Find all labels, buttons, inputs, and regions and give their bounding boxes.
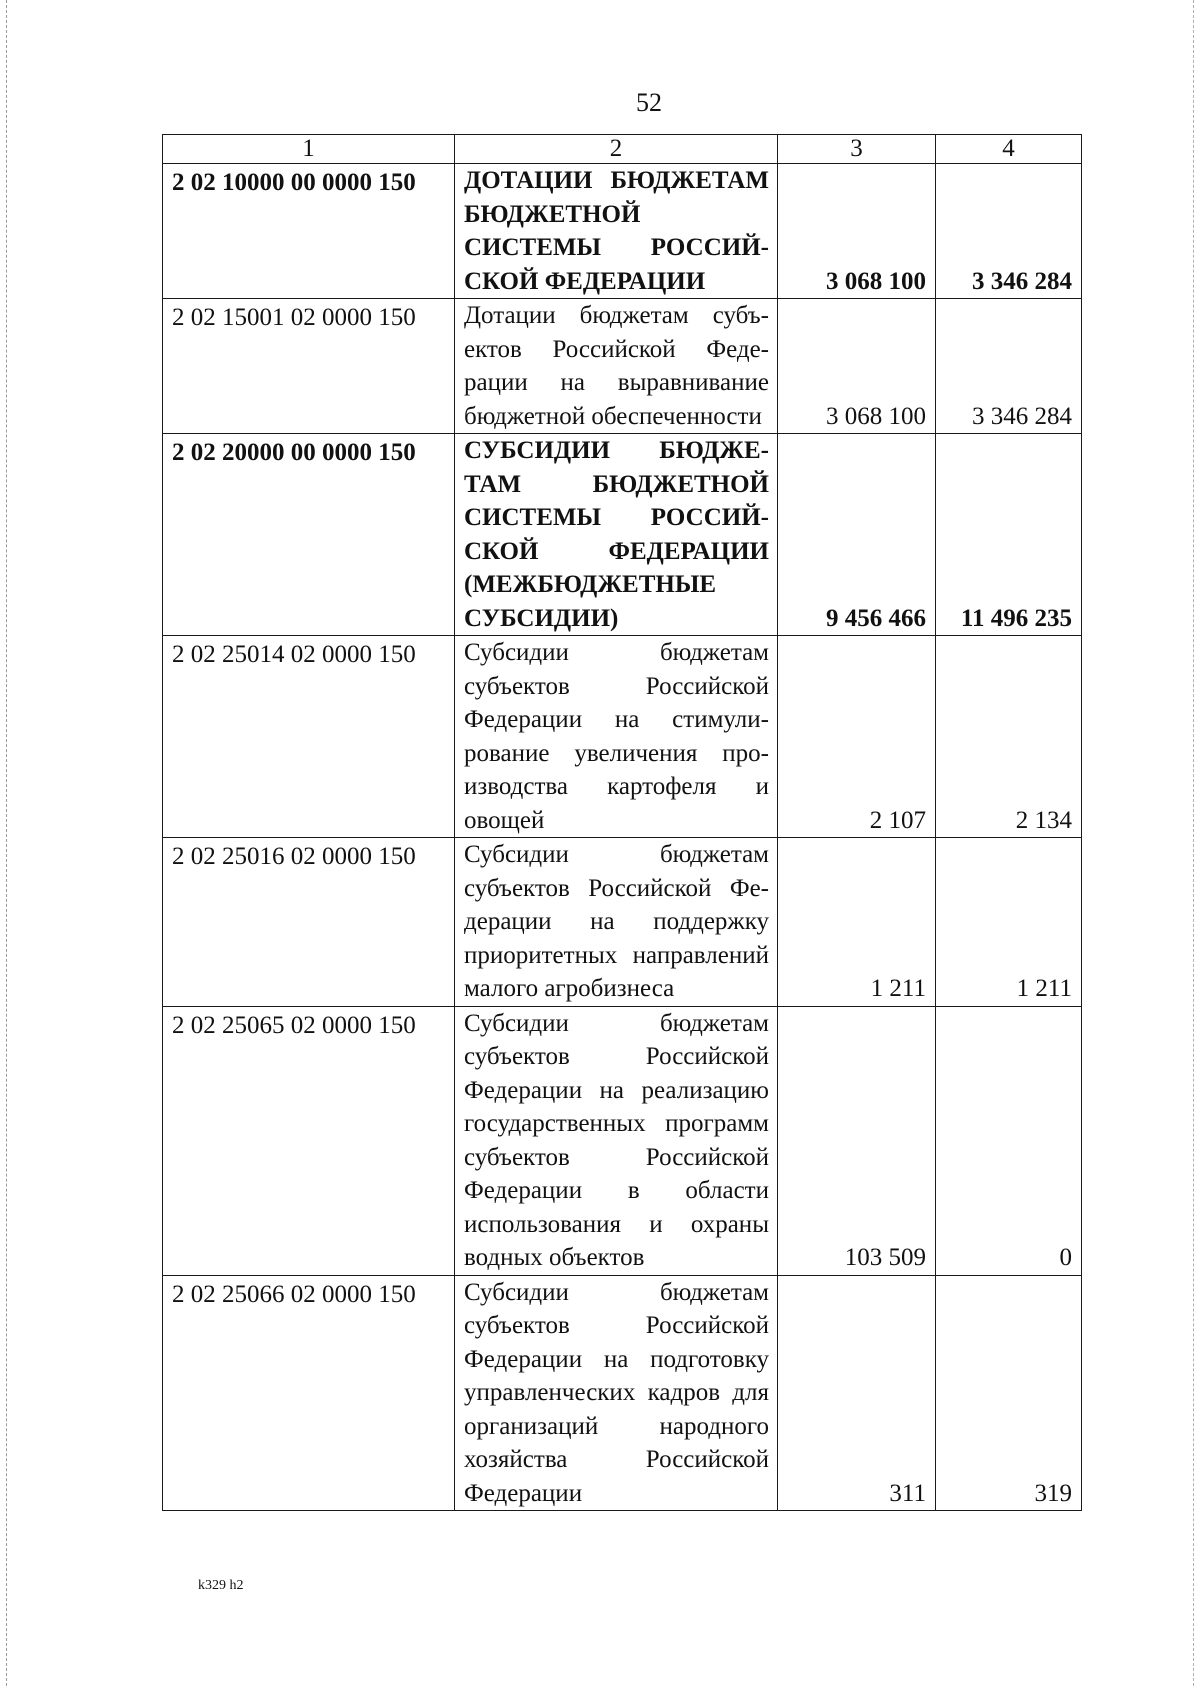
row-value-col3: 3 068 100 bbox=[778, 299, 936, 434]
column-header-3: 3 bbox=[778, 135, 936, 164]
row-value-col4: 0 bbox=[936, 1006, 1082, 1275]
table-row bbox=[163, 838, 1082, 1007]
row-name: Субсидии бюджетам субъектов Российской Федерации на стимулирование увеличения производства картофеля и овощей bbox=[455, 636, 778, 838]
row-value-col4: 2 134 bbox=[936, 636, 1082, 838]
column-header-1: 1 bbox=[163, 135, 455, 164]
table-row bbox=[163, 1275, 1082, 1511]
row-code: 2 02 25066 02 0000 150 bbox=[163, 1275, 455, 1511]
row-code: 2 02 10000 00 0000 150 bbox=[163, 164, 455, 299]
row-name: Субсидии бюджетам субъектов Российской Федерации на поддержку приоритетных направлений малого агробизнеса bbox=[455, 838, 778, 1007]
row-value-col3: 2 107 bbox=[778, 636, 936, 838]
column-header-2: 2 bbox=[455, 135, 778, 164]
row-value-col4: 319 bbox=[936, 1275, 1082, 1511]
row-value-col4: 3 346 284 bbox=[936, 299, 1082, 434]
row-value-col4: 11 496 235 bbox=[936, 434, 1082, 636]
row-code: 2 02 15001 02 0000 150 bbox=[163, 299, 455, 434]
row-code: 2 02 20000 00 0000 150 bbox=[163, 434, 455, 636]
page-number: 52 bbox=[636, 88, 662, 117]
row-value-col4: 3 346 284 bbox=[936, 164, 1082, 299]
table-row bbox=[163, 636, 1082, 838]
row-name: ДОТАЦИИ БЮДЖЕТАМ БЮДЖЕТНОЙ СИСТЕМЫ РОССИЙСКОЙ ФЕДЕРАЦИИ bbox=[455, 164, 778, 299]
row-value-col3: 9 456 466 bbox=[778, 434, 936, 636]
row-code: 2 02 25016 02 0000 150 bbox=[163, 838, 455, 1007]
table-row bbox=[163, 299, 1082, 434]
table-row bbox=[163, 434, 1082, 636]
row-name: Субсидии бюджетам субъектов Российской Федерации на подготовку управленческих кадров для организаций народного хозяйства Российской Федерации bbox=[455, 1275, 778, 1511]
scan-edge-right bbox=[1193, 0, 1194, 1686]
table-header-row bbox=[163, 135, 1082, 164]
table-row bbox=[163, 164, 1082, 299]
column-header-4: 4 bbox=[936, 135, 1082, 164]
row-value-col3: 3 068 100 bbox=[778, 164, 936, 299]
row-name: Дотации бюджетам субъектов Российской Федерации на выравнивание бюджетной обеспеченности bbox=[455, 299, 778, 434]
table-row bbox=[163, 1006, 1082, 1275]
row-value-col3: 103 509 bbox=[778, 1006, 936, 1275]
row-code: 2 02 25065 02 0000 150 bbox=[163, 1006, 455, 1275]
row-value-col3: 311 bbox=[778, 1275, 936, 1511]
row-name: Субсидии бюджетам субъектов Российской Федерации на реализацию государственных программ субъектов Российской Федерации в области использования и охраны водных объектов bbox=[455, 1006, 778, 1275]
row-value-col3: 1 211 bbox=[778, 838, 936, 1007]
row-value-col4: 1 211 bbox=[936, 838, 1082, 1007]
row-name: СУБСИДИИ БЮДЖЕТАМ БЮДЖЕТНОЙ СИСТЕМЫ РОССИЙСКОЙ ФЕДЕРАЦИИ (МЕЖБЮДЖЕТНЫЕ СУБСИДИИ) bbox=[455, 434, 778, 636]
footer-document-code: k329 h2 bbox=[198, 1578, 244, 1593]
budget-revenue-table bbox=[162, 134, 1082, 1511]
row-code: 2 02 25014 02 0000 150 bbox=[163, 636, 455, 838]
scan-edge-left bbox=[6, 0, 7, 1686]
